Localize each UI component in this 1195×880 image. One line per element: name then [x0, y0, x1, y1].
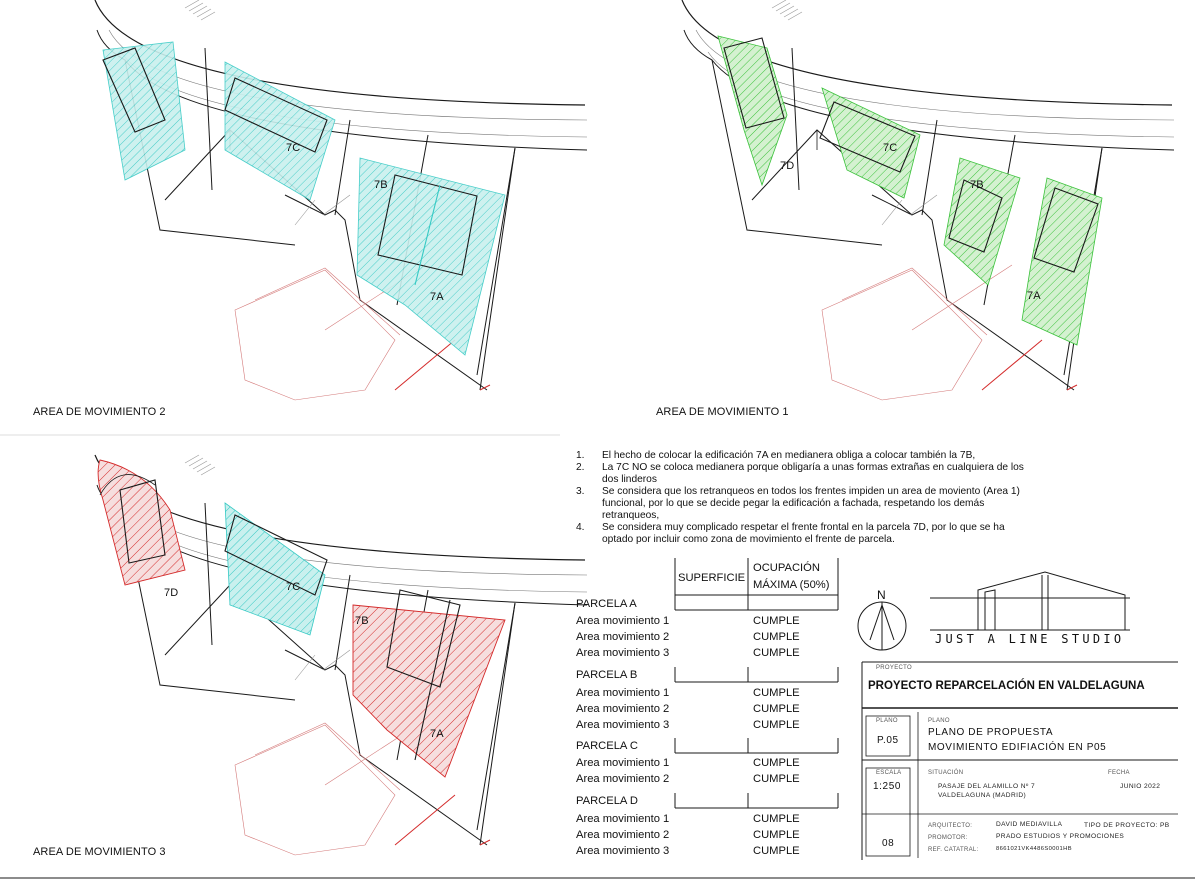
row-status: CUMPLE: [753, 757, 800, 769]
row-status: CUMPLE: [753, 719, 800, 731]
row-status: CUMPLE: [753, 687, 800, 699]
parcel-name: PARCELA C: [576, 740, 638, 752]
label-7d: 7D: [780, 160, 795, 172]
north-arrow-icon: [858, 602, 906, 650]
fecha-value: JUNIO 2022: [1120, 783, 1161, 790]
plan-area-movimiento-3: [95, 455, 587, 855]
label-7b: 7B: [970, 179, 984, 191]
row-label: Area movimiento 1: [576, 615, 670, 627]
fecha-label: FECHA: [1108, 770, 1130, 776]
north-label: N: [877, 588, 886, 602]
row-status: CUMPLE: [753, 773, 800, 785]
label-7a: 7A: [1027, 290, 1041, 302]
row-label: Area movimiento 3: [576, 719, 670, 731]
row-label: Area movimiento 2: [576, 631, 670, 643]
situacion-address: PASAJE DEL ALAMILLO Nº 7: [938, 783, 1036, 790]
ref-value: 8661021VK4486S0001HB: [996, 846, 1073, 852]
studio-logo: [930, 572, 1130, 630]
situacion-city: VALDELAGUNA (MADRID): [938, 792, 1027, 799]
note-item: 4. Se considera muy complicado respetar el frente frontal en la parcela 7D, por lo que se ha optado por incluir como zona de movimiento el frente de parcela.: [576, 522, 1005, 545]
note-item: 2. La 7C NO se coloca medianera porque obligaría a unas formas extrañas en cualquiera de los dos linderos: [576, 462, 1024, 485]
row-status: CUMPLE: [753, 813, 800, 825]
row-label: Area movimiento 2: [576, 703, 670, 715]
row-label: Area movimiento 3: [576, 647, 670, 659]
parcel-name: PARCELA D: [576, 795, 638, 807]
row-status: CUMPLE: [753, 647, 800, 659]
header-ocupacion: OCUPACIÓN: [753, 562, 820, 574]
plan-area-movimiento-1: [682, 0, 1174, 400]
header-ocupacion-max: MÁXIMA (50%): [753, 579, 830, 591]
label-7a: 7A: [430, 728, 444, 740]
label-7b: 7B: [355, 615, 369, 627]
row-status: CUMPLE: [753, 631, 800, 643]
escala-value: 1:250: [873, 781, 902, 792]
label-7c: 7C: [883, 142, 898, 154]
notes-list: [576, 450, 1031, 546]
promotor-value: PRADO ESTUDIOS Y PROMOCIONES: [996, 833, 1125, 840]
row-label: Area movimiento 1: [576, 687, 670, 699]
note-item: 3. Se considera que los retranqueos en todos los frentes impiden un area de moviento (Area 1) funcional, por lo que se decide pegar la edificación a fachada, respetando los demás retranqueos,: [576, 486, 1020, 521]
tipo-proyecto: TIPO DE PROYECTO: PB: [1084, 822, 1170, 829]
caption-area-2: AREA DE MOVIMIENTO 2: [33, 406, 166, 418]
project-title: PROYECTO REPARCELACIÓN EN VALDELAGUNA: [868, 680, 1145, 692]
row-status: CUMPLE: [753, 703, 800, 715]
plano-label: PLANO: [928, 718, 950, 724]
parcel-name: PARCELA B: [576, 669, 638, 681]
label-7c: 7C: [286, 142, 301, 154]
plano-subtitle: MOVIMIENTO EDIFIACIÓN EN P05: [928, 742, 1107, 753]
label-7a: 7A: [430, 291, 444, 303]
plano-title: PLANO DE PROPUESTA: [928, 727, 1054, 738]
table-frame: [675, 558, 838, 808]
row-label: Area movimiento 1: [576, 757, 670, 769]
ref-label: REF. CATATRAL:: [928, 847, 979, 853]
label-7c: 7C: [286, 581, 301, 593]
situacion-label: SITUACIÓN: [928, 770, 964, 776]
plan-area-movimiento-2: [95, 0, 587, 400]
studio-name: JUST A LINE STUDIO: [935, 632, 1125, 646]
header-superficie: SUPERFICIE: [678, 572, 746, 584]
plano-number: P.05: [877, 735, 899, 746]
plano-label: PLANO: [876, 718, 898, 724]
row-label: Area movimiento 1: [576, 813, 670, 825]
row-status: CUMPLE: [753, 829, 800, 841]
note-item: 1. El hecho de colocar la edificación 7A en medianera obliga a colocar también la 7B,: [576, 450, 976, 461]
row-status: CUMPLE: [753, 615, 800, 627]
row-label: Area movimiento 2: [576, 829, 670, 841]
label-7d: 7D: [164, 587, 179, 599]
row-label: Area movimiento 3: [576, 845, 670, 857]
proyecto-label: PROYECTO: [876, 665, 912, 671]
row-label: Area movimiento 2: [576, 773, 670, 785]
arquitecto-label: ARQUITECTO:: [928, 823, 973, 829]
caption-area-3: AREA DE MOVIMIENTO 3: [33, 846, 166, 858]
parcel-name: PARCELA A: [576, 598, 637, 610]
arquitecto-value: DAVID MEDIAVILLA: [996, 821, 1063, 828]
sheet-number: 08: [882, 838, 895, 849]
escala-label: ESCALA: [876, 770, 902, 776]
promotor-label: PROMOTOR:: [928, 835, 968, 841]
label-7b: 7B: [374, 179, 388, 191]
caption-area-1: AREA DE MOVIMIENTO 1: [656, 406, 789, 418]
row-status: CUMPLE: [753, 845, 800, 857]
